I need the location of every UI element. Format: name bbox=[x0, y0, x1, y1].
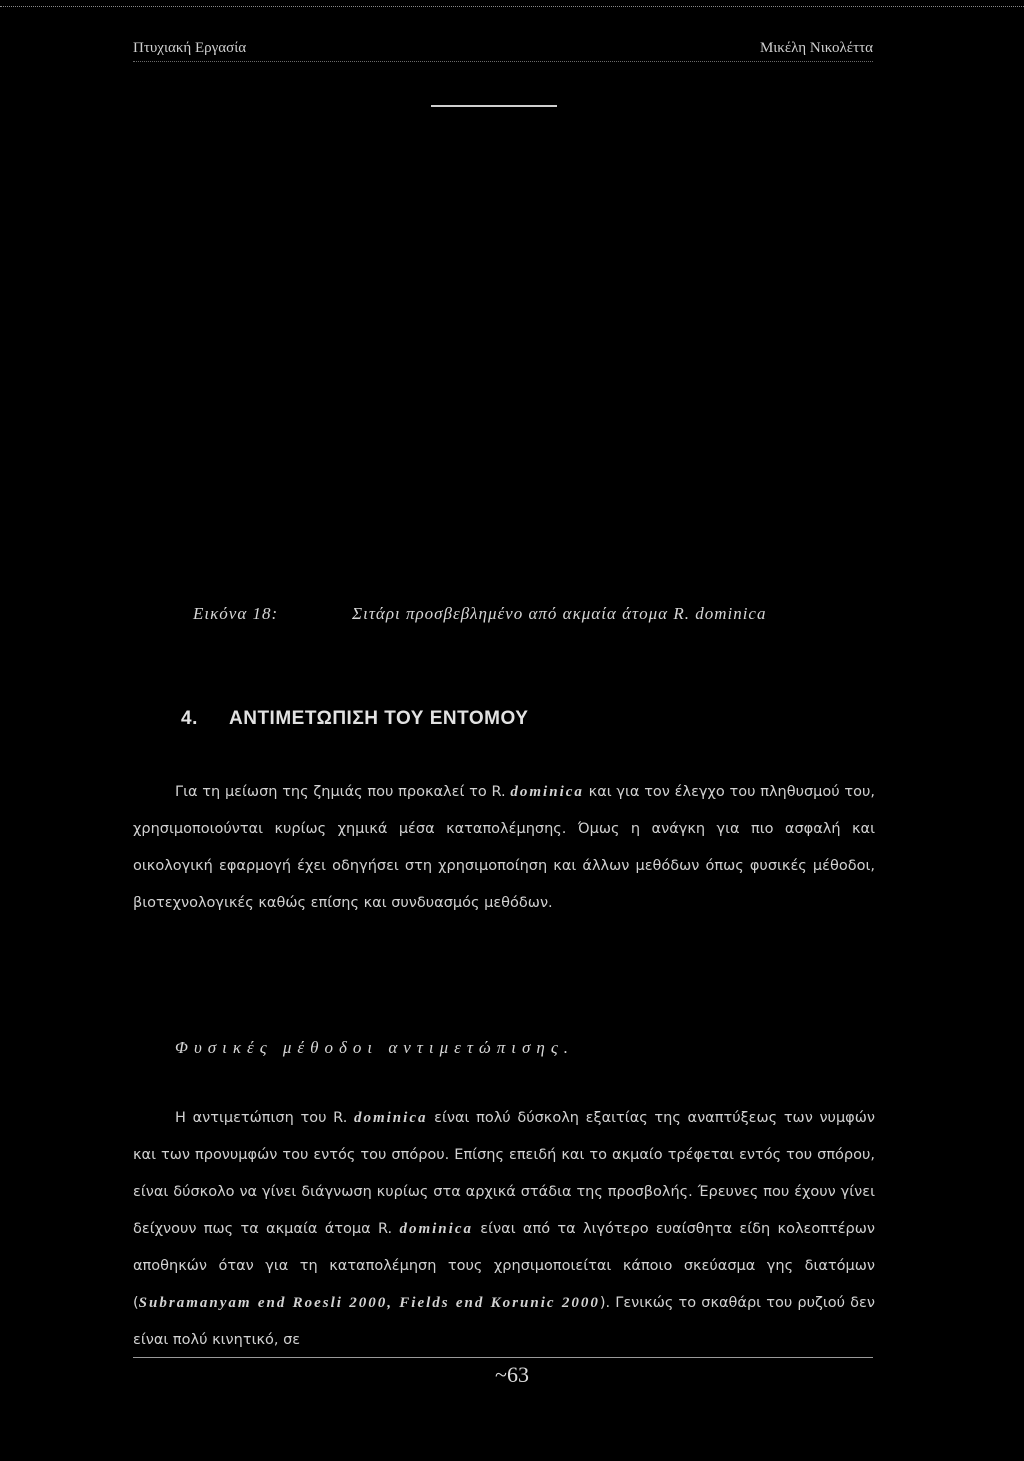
header-rule bbox=[133, 61, 873, 62]
page-number: ~63 bbox=[495, 1362, 529, 1387]
section-heading bbox=[181, 708, 528, 730]
para1-text-1: Για τη μείωση της ζημιάς που προκαλεί το R. bbox=[175, 784, 511, 800]
footer-rule bbox=[133, 1357, 873, 1358]
figure-label: Εικόνα 18: bbox=[193, 604, 279, 623]
figure-caption: Σιτάρι προσβεβλημένο από ακμαία άτομα R. dominica bbox=[352, 604, 767, 623]
figure-image bbox=[133, 120, 873, 590]
para2-text-3: είναι από τα λιγότερο ευαίσθητα είδη κολεοπτέρων αποθηκών όταν για τη καταπολέμηση τους χρησιμοποιείται κάποιο σκεύασμα γης διατόμων ( bbox=[133, 1221, 875, 1311]
para2-species-2: dominica bbox=[399, 1221, 473, 1237]
header-left: Πτυχιακή Εργασία bbox=[133, 40, 247, 56]
para2-text-1: Η αντιμετώπιση του R. bbox=[175, 1110, 354, 1126]
para2-text-4: ). Γενικώς το σκαθάρι του ρυζιού δεν είναι πολύ κινητικό, σε bbox=[133, 1295, 875, 1348]
paragraph-2 bbox=[133, 1100, 875, 1359]
para2-text-2: είναι πολύ δύσκολη εξαιτίας της αναπτύξεως των νυμφών και των προνυμφών του εντός του σπόρου. Επίσης επειδή και το ακμαίο τρέφεται εντός του σπόρου, είναι δύσκολο να γίνει διάγνωση κυρίως στα αρχικά στάδια της προσβολής. Έρευνες που έχουν γίνει δείχνουν πως τα ακμαία άτομα R. bbox=[133, 1110, 875, 1237]
section-number: 4. bbox=[181, 708, 198, 729]
top-rule bbox=[0, 6, 1024, 7]
para2-species-1: dominica bbox=[353, 1110, 428, 1126]
header-right: Μικέλη Νικολέττα bbox=[759, 40, 873, 56]
figure-top-rule bbox=[431, 105, 557, 107]
subheading: Φυσικές μέθοδοι αντιμετώπισης. bbox=[175, 1038, 574, 1057]
para2-citation: Subramanyam end Roesli 2000, Fields end Korunic 2000 bbox=[138, 1295, 600, 1311]
paragraph-1 bbox=[133, 774, 875, 922]
para1-text-2: και για τον έλεγχο του πληθυσμού του, χρησιμοποιούνται κυρίως χημικά μέσα καταπολέμησης. Όμως η ανάγκη για πιο ασφαλή και οικολογική εφαρμογή έχει οδηγήσει στη χρησιμοποίηση και άλλων μεθόδων όπως φυσικές μέθοδοι, βιοτεχνολογικές καθώς επίσης και συνδυασμός μεθόδων. bbox=[133, 784, 876, 911]
section-title: ΑΝΤΙΜΕΤΩΠΙΣΗ ΤΟΥ ΕΝΤΟΜΟΥ bbox=[229, 708, 529, 729]
para1-species: dominica bbox=[510, 784, 584, 800]
